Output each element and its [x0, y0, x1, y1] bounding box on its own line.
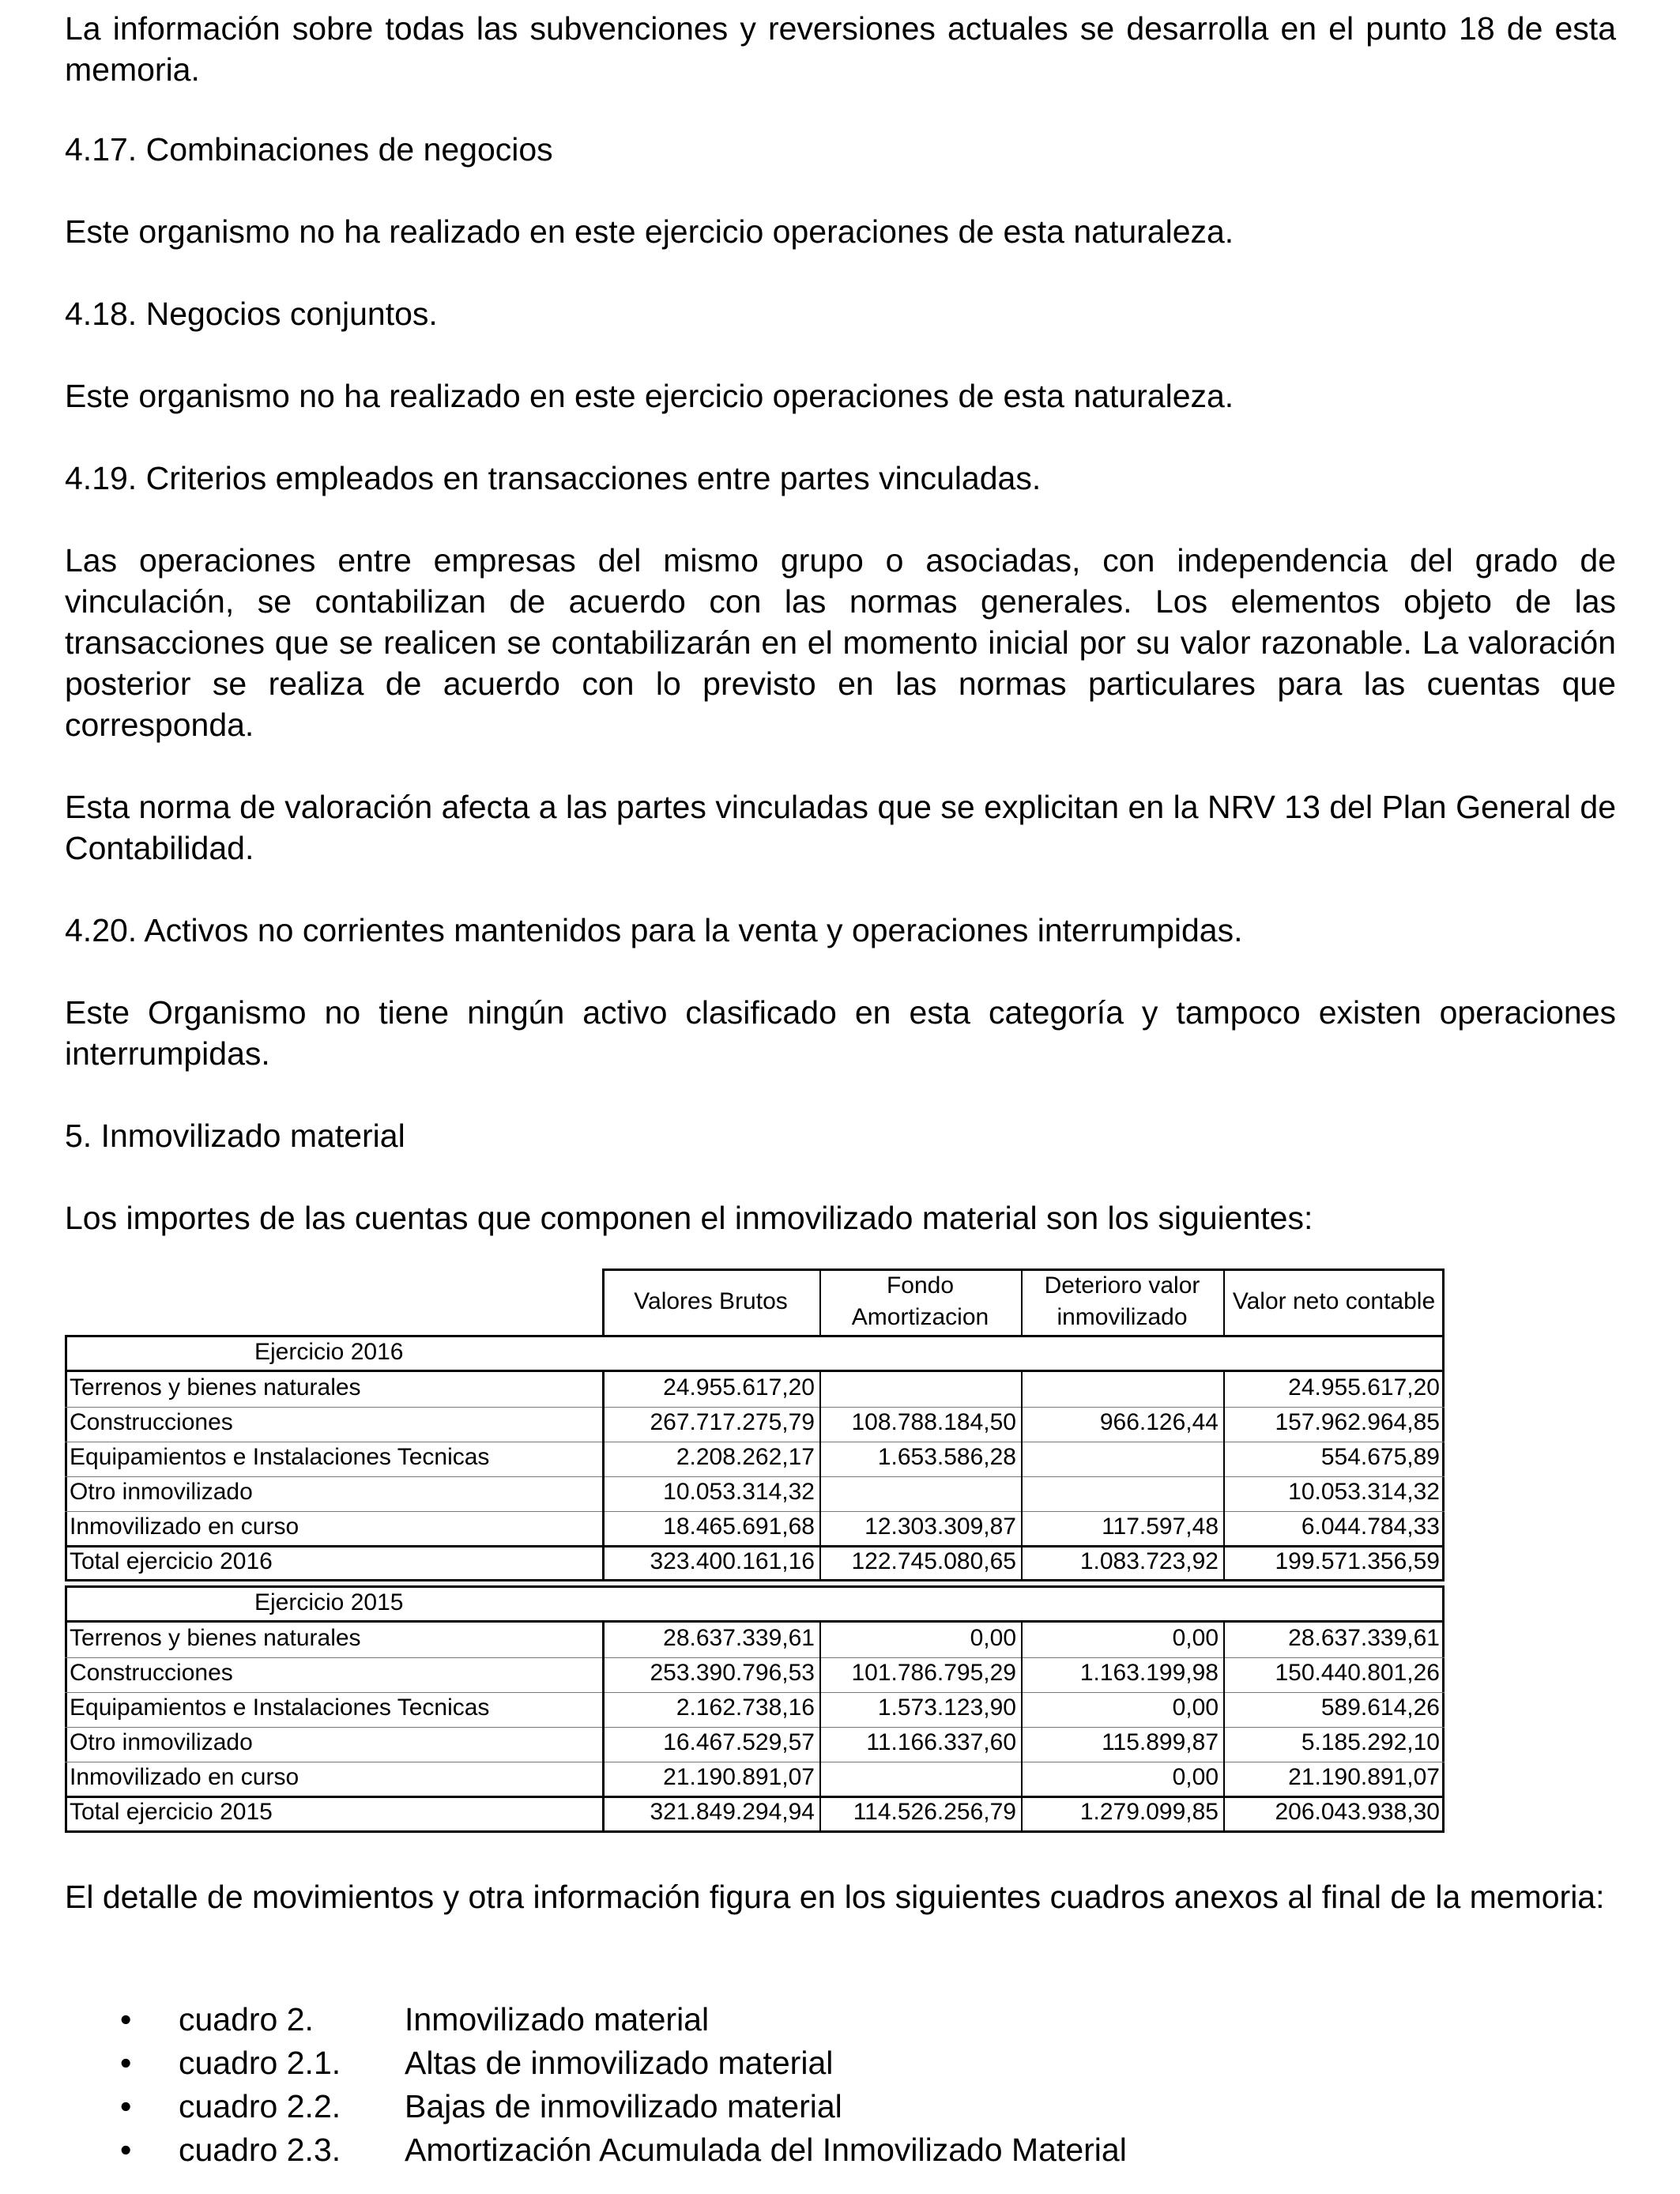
heading-4-18: 4.18. Negocios conjuntos.	[65, 296, 438, 332]
table-rule	[65, 1830, 1445, 1833]
table-cell: 1.573.123,90	[877, 1695, 1016, 1721]
table-cell: 21.190.891,07	[1288, 1764, 1440, 1790]
table-row-label: Terrenos y bienes naturales	[70, 1625, 361, 1651]
table-rule	[819, 1269, 821, 1335]
table-cell: 554.675,89	[1320, 1444, 1440, 1470]
table-cell: 10.053.314,32	[1288, 1479, 1440, 1505]
table-cell: 0,00	[1172, 1695, 1219, 1721]
list-item-desc: Bajas de inmovilizado material	[405, 2088, 842, 2124]
table-cell: 114.526.256,79	[853, 1799, 1016, 1825]
table-row-label: Otro inmovilizado	[70, 1479, 253, 1505]
table-row-total-label: Total ejercicio 2016	[70, 1548, 273, 1574]
table-rule	[1021, 1370, 1023, 1581]
table-cell: 24.955.617,20	[663, 1374, 815, 1400]
header-valores-brutos: Valores Brutos	[634, 1288, 788, 1314]
table-rule	[65, 1620, 1445, 1623]
list-item-desc: Amortización Acumulada del Inmovilizado Material	[405, 2132, 1127, 2168]
header-fondo-amortizacion: Fondo Amortizacion	[851, 1272, 989, 1330]
table-cell: 28.637.339,61	[663, 1625, 815, 1651]
list-item-desc: Inmovilizado material	[405, 2001, 710, 2038]
paragraph-intro: La información sobre todas las subvenciones y reversiones actuales se desarrolla en el punto 18 de esta memoria.	[65, 10, 1616, 88]
table-rule	[602, 1620, 605, 1833]
table-cell: 108.788.184,50	[851, 1409, 1016, 1435]
bullet-icon: •	[120, 2001, 132, 2038]
list-item-code: cuadro 2.	[179, 2001, 314, 2038]
table-rule	[65, 1585, 1445, 1588]
table-rule	[65, 1727, 1445, 1728]
table-cell: 199.571.356,59	[1275, 1548, 1440, 1574]
table-cell: 6.044.784,33	[1301, 1514, 1440, 1540]
table-rule	[65, 1407, 1445, 1408]
list-item-desc: Altas de inmovilizado material	[405, 2045, 834, 2081]
table-cell: 21.190.891,07	[663, 1764, 815, 1790]
table-rule	[819, 1370, 821, 1581]
table-cell: 150.440.801,26	[1275, 1660, 1440, 1686]
table-rule	[65, 1579, 1445, 1581]
table-cell: 0,00	[970, 1625, 1016, 1651]
table-rule	[65, 1545, 1445, 1547]
table-rule	[65, 1657, 1445, 1658]
list-item-code: cuadro 2.1.	[179, 2045, 341, 2081]
table-rule	[602, 1370, 605, 1581]
table-cell: 18.465.691,68	[663, 1514, 815, 1540]
table-rule	[65, 1796, 1445, 1798]
paragraph-5: Los importes de las cuentas que componen el inmovilizado material son los siguientes:	[65, 1200, 1313, 1236]
section-title-2016: Ejercicio 2016	[254, 1339, 404, 1365]
table-rule	[1223, 1370, 1225, 1581]
table-cell: 321.849.294,94	[650, 1799, 815, 1825]
table-cell: 24.955.617,20	[1288, 1374, 1440, 1400]
table-cell: 1.163.199,98	[1079, 1660, 1219, 1686]
table-cell: 16.467.529,57	[663, 1729, 815, 1755]
table-cell: 2.208.262,17	[676, 1444, 815, 1470]
section-title-2015: Ejercicio 2015	[254, 1589, 404, 1615]
table-cell: 589.614,26	[1320, 1695, 1440, 1721]
table-cell: 115.899,87	[1102, 1729, 1219, 1755]
table-row-label: Construcciones	[70, 1409, 233, 1435]
table-rule	[819, 1620, 821, 1833]
table-cell: 1.279.099,85	[1079, 1799, 1219, 1825]
table-rule	[1021, 1269, 1023, 1335]
table-cell: 157.962.964,85	[1275, 1409, 1440, 1435]
paragraph-4-20: Este Organismo no tiene ningún activo clasificado en esta categoría y tampoco existen operaciones interrumpidas.	[65, 994, 1616, 1072]
table-rule	[1021, 1620, 1023, 1833]
table-cell: 12.303.309,87	[864, 1514, 1016, 1540]
table-cell: 101.786.795,29	[851, 1660, 1016, 1686]
header-valor-neto: Valor neto contable	[1232, 1288, 1436, 1314]
table-rule	[1223, 1269, 1225, 1335]
paragraph-after-table: El detalle de movimientos y otra información figura en los siguientes cuadros anexos al final de la memoria:	[65, 1879, 1605, 1915]
bullet-icon: •	[120, 2088, 132, 2124]
paragraph-4-17: Este organismo no ha realizado en este ejercicio operaciones de esta naturaleza.	[65, 213, 1234, 250]
heading-4-17: 4.17. Combinaciones de negocios	[65, 131, 553, 168]
list-item-code: cuadro 2.3.	[179, 2132, 341, 2168]
table-cell: 267.717.275,79	[650, 1409, 815, 1435]
table-cell: 28.637.339,61	[1288, 1625, 1440, 1651]
table-row-label: Equipamientos e Instalaciones Tecnicas	[70, 1444, 490, 1470]
table-rule	[1223, 1620, 1225, 1833]
table-cell: 2.162.738,16	[676, 1695, 815, 1721]
table-cell: 0,00	[1172, 1764, 1219, 1790]
paragraph-4-19-b: Esta norma de valoración afecta a las partes vinculadas que se explicitan en la NRV 13 del Plan General de Contabilidad.	[65, 789, 1616, 866]
table-cell: 966.126,44	[1099, 1409, 1219, 1435]
table-cell: 253.390.796,53	[650, 1660, 815, 1686]
table-row-total-label: Total ejercicio 2015	[70, 1799, 273, 1825]
heading-4-20: 4.20. Activos no corrientes mantenidos para la venta y operaciones interrumpidas.	[65, 912, 1243, 948]
table-cell: 122.745.080,65	[851, 1548, 1016, 1574]
table-row-label: Inmovilizado en curso	[70, 1764, 299, 1790]
bullet-icon: •	[120, 2045, 132, 2081]
heading-4-19: 4.19. Criterios empleados en transacciones entre partes vinculadas.	[65, 460, 1042, 496]
list-item-code: cuadro 2.2.	[179, 2088, 341, 2124]
table-cell: 10.053.314,32	[663, 1479, 815, 1505]
table-cell: 0,00	[1172, 1625, 1219, 1651]
heading-5: 5. Inmovilizado material	[65, 1118, 405, 1154]
inmovilizado-table	[65, 1269, 1445, 1833]
table-rule	[1442, 1269, 1445, 1335]
table-cell: 5.185.292,10	[1301, 1729, 1440, 1755]
table-rule	[65, 1370, 1445, 1372]
table-cell: 117.597,48	[1102, 1514, 1219, 1540]
table-rule	[65, 1476, 1445, 1477]
table-rule	[65, 1692, 1445, 1693]
table-cell: 1.653.586,28	[877, 1444, 1016, 1470]
table-cell: 206.043.938,30	[1275, 1799, 1440, 1825]
paragraph-4-19-a: Las operaciones entre empresas del mismo grupo o asociadas, con independencia del grado de vinculación, se contabilizan de acuerdo con las normas generales. Los elementos objeto de las transacciones que se realicen se contabilizarán en el momento inicial por su valor razonable. La valoración posterior se realiza de acuerdo con lo previsto en las normas particulares para las cuentas que corresponda.	[65, 542, 1616, 743]
table-rule	[602, 1269, 1445, 1271]
bullet-icon: •	[120, 2132, 132, 2168]
table-row-label: Equipamientos e Instalaciones Tecnicas	[70, 1695, 490, 1721]
table-row-label: Construcciones	[70, 1660, 233, 1686]
table-cell: 323.400.161,16	[650, 1548, 815, 1574]
table-row-label: Terrenos y bienes naturales	[70, 1374, 361, 1400]
header-deterioro: Deterioro valor inmovilizado	[1044, 1272, 1200, 1330]
table-row-label: Otro inmovilizado	[70, 1729, 253, 1755]
table-cell: 1.083.723,92	[1079, 1548, 1219, 1574]
table-rule	[602, 1269, 605, 1335]
table-cell: 11.166.337,60	[866, 1729, 1016, 1755]
table-rule	[65, 1511, 1445, 1512]
table-row-label: Inmovilizado en curso	[70, 1514, 299, 1540]
paragraph-4-18: Este organismo no ha realizado en este ejercicio operaciones de esta naturaleza.	[65, 378, 1234, 414]
table-rule	[65, 1335, 1445, 1337]
